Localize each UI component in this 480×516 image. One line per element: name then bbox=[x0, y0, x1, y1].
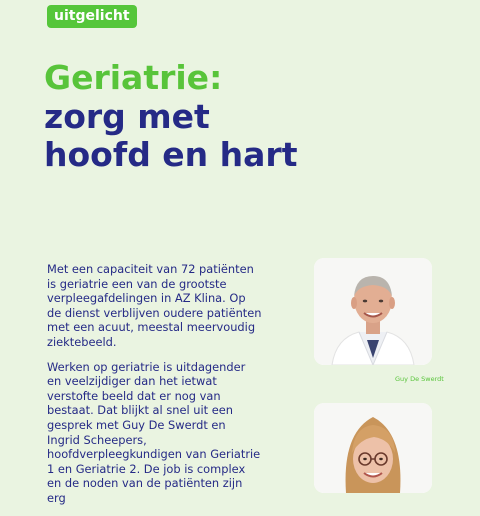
portrait-photo-guy bbox=[314, 258, 432, 365]
photo-caption: Guy De Swerdt bbox=[395, 375, 444, 383]
portrait-illustration-man bbox=[314, 258, 432, 365]
article-title bbox=[44, 58, 297, 174]
paragraph-2: Werken op geriatrie is uitdagender en veelzijdiger dan het ietwat verstofte beeld dat er nog van bestaat. Dat blijkt al snel uit een gesprek met Guy De Swerdt en Ingrid Scheepers, hoofdverpleegkundigen van Geriatrie 1 en Geriatrie 2. De job is complex en de noden van de patiënten zijn erg bbox=[47, 359, 261, 505]
section-badge: uitgelicht bbox=[47, 5, 137, 28]
paragraph-1: Met een capaciteit van 72 patiënten is geriatrie een van de grootste verpleegafdelingen in AZ Klina. Op de dienst verblijven oudere patiënten met een acuut, meestal meervoudig ziektebeeld. bbox=[47, 262, 262, 349]
title-line-1: Geriatrie: bbox=[44, 58, 223, 97]
article-body bbox=[47, 262, 262, 516]
title-line-3: hoofd en hart bbox=[44, 135, 298, 174]
title-line-2: zorg met bbox=[44, 97, 210, 136]
